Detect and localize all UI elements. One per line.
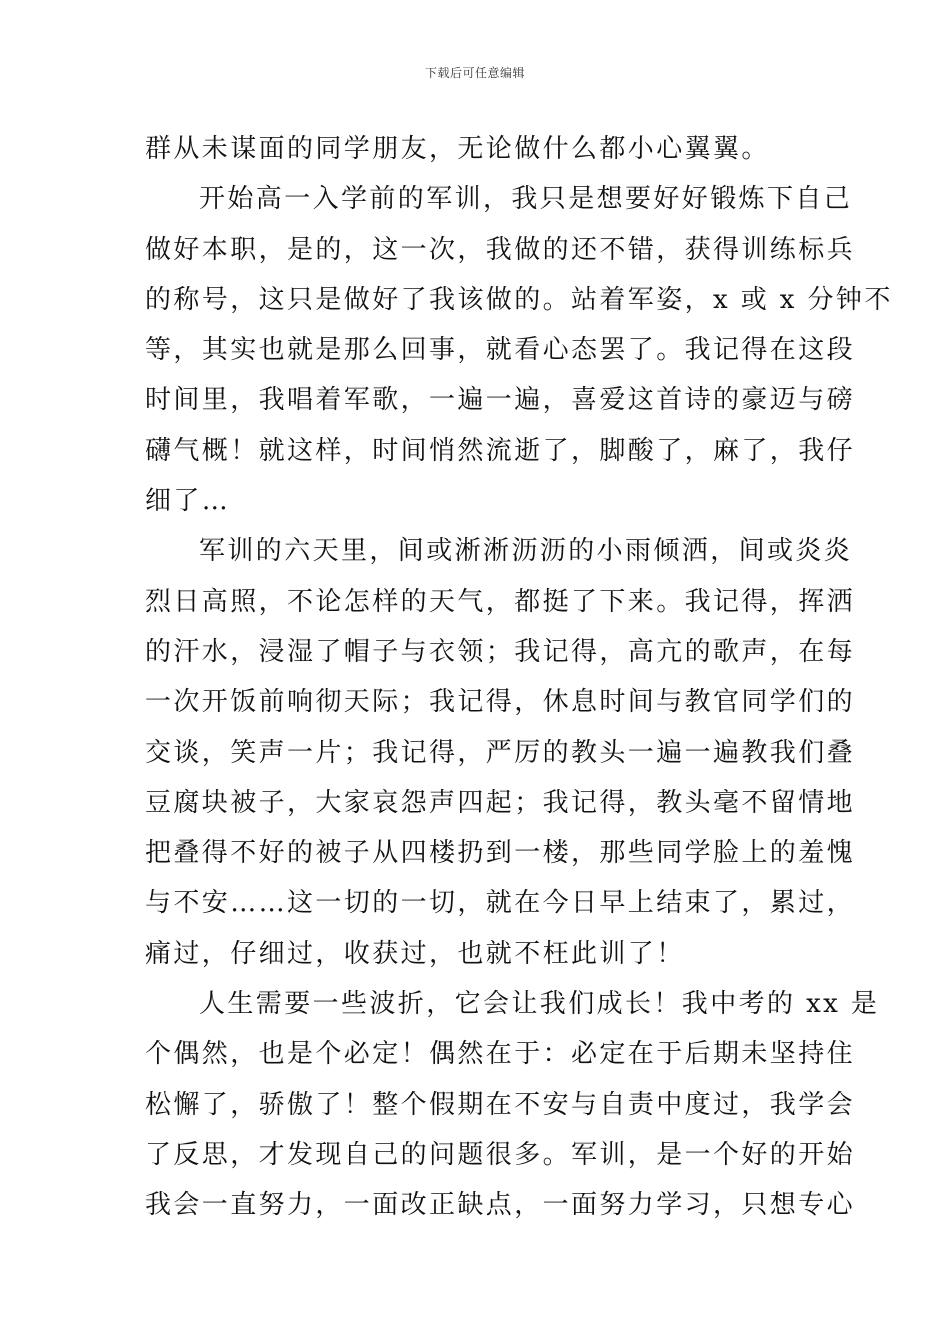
text-line: 群从未谋面的同学朋友，无论做什么都小心翼翼。 — [145, 134, 770, 164]
text-line: 细了… — [145, 486, 231, 517]
text-line: 豆腐块被子，大家哀怨声四起；我记得，教头毫不留情地 — [145, 787, 856, 818]
text-line: 烈日高照，不论怎样的天气，都挺了下来。我记得，挥洒 — [145, 586, 856, 617]
text-line: 开始高一入学前的军训，我只是想要好好锻炼下自己 — [199, 184, 853, 215]
text-line: 交谈，笑声一片；我记得，严厉的教头一遍一遍教我们叠 — [145, 737, 856, 768]
page-header-note: 下载后可任意编辑 — [424, 66, 525, 80]
text-line: 时间里，我唱着军歌，一遍一遍，喜爱这首诗的豪迈与磅 — [145, 385, 856, 416]
text-line: 痛过，仔细过，收获过，也就不枉此训了！ — [145, 938, 685, 969]
text-line: 礴气概！就这样，时间悄然流逝了，脚酸了，麻了，我仔 — [145, 435, 856, 466]
text-line: 做好本职，是的，这一次，我做的还不错，获得训练标兵 — [145, 234, 856, 265]
text-line: 我会一直努力，一面改正缺点，一面努力学习，只想专心 — [145, 1190, 856, 1221]
text-line: 的称号，这只是做好了我该做的。站着军姿，x 或 x 分钟不 — [145, 284, 893, 315]
text-line: 松懈了，骄傲了！整个假期在不安与自责中度过，我学会 — [145, 1089, 856, 1120]
text-line: 个偶然，也是个必定！偶然在于：必定在于后期未坚持住 — [145, 1039, 856, 1070]
text-line: 的汗水，浸湿了帽子与衣领；我记得，高亢的歌声，在每 — [145, 636, 856, 667]
document-body — [145, 124, 893, 1231]
text-line: 等，其实也就是那么回事，就看心态罢了。我记得在这段 — [145, 335, 856, 366]
text-line: 一次开饭前响彻天际；我记得，休息时间与教官同学们的 — [145, 687, 856, 718]
text-line: 人生需要一些波折，它会让我们成长！我中考的 xx 是 — [199, 989, 880, 1020]
text-line: 与不安……这一切的一切，就在今日早上结束了，累过， — [145, 888, 856, 919]
text-line: 把叠得不好的被子从四楼扔到一楼，那些同学脸上的羞愧 — [145, 838, 856, 869]
text-line: 军训的六天里，间或淅淅沥沥的小雨倾洒，间或炎炎 — [199, 536, 853, 567]
text-line: 了反思，才发现自己的问题很多。军训，是一个好的开始 — [145, 1139, 856, 1170]
